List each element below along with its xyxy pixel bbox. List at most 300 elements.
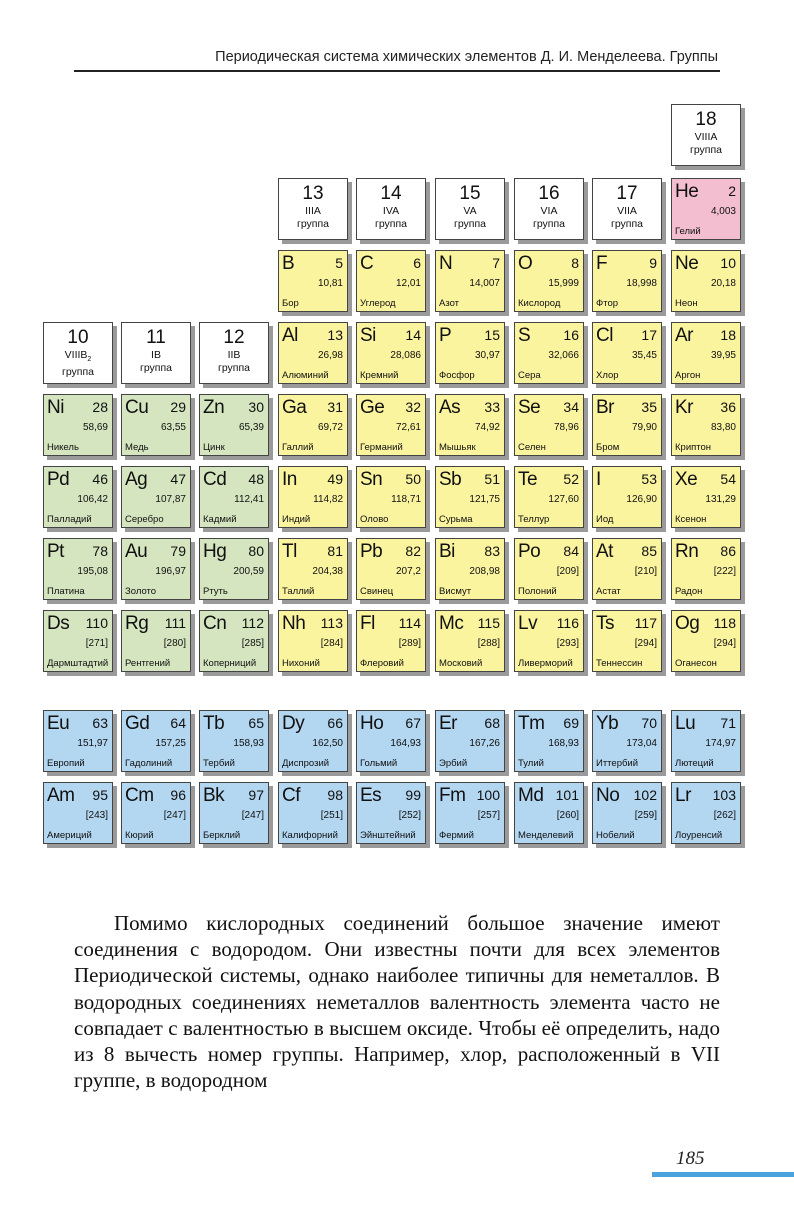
group-word: группа [689, 144, 722, 156]
group-number: 13 [302, 183, 324, 204]
element-name: Азот [439, 298, 460, 309]
element-symbol: Xe [675, 469, 698, 490]
atomic-mass: 26,98 [317, 350, 343, 361]
element-symbol: Sb [439, 469, 462, 490]
element-cell-ho [356, 710, 426, 772]
element-cell-bi [435, 538, 505, 600]
element-cell-sn [356, 466, 426, 528]
element-cell-lv [514, 610, 584, 672]
element-cell-lu [671, 710, 741, 772]
element-name: Полоний [518, 586, 557, 597]
element-name: Теллур [518, 514, 550, 525]
header-title: Периодическая система химических элементов Д. И. Менделеева. Группы [215, 49, 718, 65]
atomic-mass: 72,61 [395, 422, 421, 433]
atomic-number: 103 [712, 787, 736, 803]
element-cell-cm [121, 782, 191, 844]
group-word: группа [296, 218, 329, 230]
element-cell-ar [671, 322, 741, 384]
element-cell-si [356, 322, 426, 384]
element-name: Берклий [203, 830, 241, 841]
element-name: Селен [518, 442, 546, 453]
element-symbol: Yb [596, 713, 619, 734]
element-symbol: Ga [282, 397, 307, 418]
atomic-mass: 151,97 [77, 738, 108, 749]
atomic-mass: [243] [85, 810, 108, 821]
element-cell-au [121, 538, 191, 600]
element-cell-og [671, 610, 741, 672]
group-word: группа [61, 366, 94, 379]
atomic-mass: [285] [241, 638, 264, 649]
element-symbol: Rg [125, 613, 149, 634]
element-cell-p [435, 322, 505, 384]
group-roman-text: IIIA [305, 205, 321, 217]
group-roman-text: VIIIB [64, 349, 88, 361]
atomic-number: 65 [248, 715, 264, 731]
atomic-mass: [288] [477, 638, 500, 649]
group-roman [200, 349, 268, 362]
atomic-number: 48 [248, 471, 264, 487]
atomic-mass: 158,93 [233, 738, 264, 749]
atomic-mass: 78,96 [553, 422, 579, 433]
element-cell-es [356, 782, 426, 844]
group-number: 17 [616, 183, 638, 204]
group-header-16 [514, 178, 584, 240]
element-symbol: Po [518, 541, 541, 562]
element-symbol: Eu [47, 713, 70, 734]
element-symbol: Cu [125, 397, 149, 418]
atomic-number: 69 [563, 715, 579, 731]
group-roman-text: VIA [540, 205, 558, 217]
element-name: Астат [596, 586, 621, 597]
atomic-mass: 30,97 [474, 350, 500, 361]
group-header-11 [121, 322, 191, 384]
element-name: Таллий [282, 586, 315, 597]
element-cell-er [435, 710, 505, 772]
element-cell-sb [435, 466, 505, 528]
atomic-mass: [222] [713, 566, 736, 577]
element-symbol: N [439, 253, 453, 274]
element-name: Платина [47, 586, 85, 597]
element-name: Неон [675, 298, 698, 309]
atomic-number: 101 [555, 787, 579, 803]
element-symbol: Fl [360, 613, 375, 634]
element-cell-tm [514, 710, 584, 772]
group-roman [593, 205, 661, 218]
element-name: Гольмий [360, 758, 398, 769]
atomic-number: 8 [571, 255, 579, 271]
atomic-mass: 131,29 [705, 494, 736, 505]
element-name: Алюминий [282, 370, 329, 381]
element-symbol: Lr [675, 785, 691, 806]
element-cell-rn [671, 538, 741, 600]
element-cell-cu [121, 394, 191, 456]
atomic-mass: 35,45 [631, 350, 657, 361]
group-word: группа [532, 218, 565, 230]
element-symbol: Bk [203, 785, 225, 806]
element-name: Кремний [360, 370, 399, 381]
group-roman [515, 205, 583, 218]
element-symbol: Hg [203, 541, 227, 562]
element-name: Аргон [675, 370, 701, 381]
atomic-mass: 65,39 [238, 422, 264, 433]
atomic-number: 78 [92, 543, 108, 559]
atomic-mass: [247] [163, 810, 186, 821]
atomic-mass: 74,92 [474, 422, 500, 433]
atomic-number: 117 [634, 615, 657, 631]
element-symbol: Er [439, 713, 457, 734]
atomic-number: 118 [713, 615, 736, 631]
atomic-number: 102 [633, 787, 657, 803]
element-name: Кадмий [203, 514, 237, 525]
element-name: Индий [282, 514, 311, 525]
element-symbol: No [596, 785, 620, 806]
page-number: 185 [676, 1148, 705, 1169]
element-symbol: B [282, 253, 295, 274]
element-symbol: Bi [439, 541, 455, 562]
element-symbol: Se [518, 397, 541, 418]
element-name: Нобелий [596, 830, 635, 841]
group-roman-text: VA [463, 205, 477, 217]
atomic-mass: [209] [556, 566, 579, 577]
atomic-mass: 126,90 [626, 494, 657, 505]
atomic-mass: 162,50 [312, 738, 343, 749]
element-symbol: S [518, 325, 531, 346]
element-name: Галлий [282, 442, 314, 453]
element-name: Бор [282, 298, 299, 309]
element-cell-ds [43, 610, 113, 672]
atomic-number: 10 [720, 255, 736, 271]
element-symbol: Cn [203, 613, 227, 634]
atomic-number: 83 [484, 543, 500, 559]
element-cell-c [356, 250, 426, 312]
atomic-number: 79 [170, 543, 186, 559]
atomic-number: 13 [327, 327, 343, 343]
element-cell-nh [278, 610, 348, 672]
element-name: Рентгений [125, 658, 171, 669]
group-header-14 [356, 178, 426, 240]
element-symbol: In [282, 469, 297, 490]
atomic-number: 51 [484, 471, 500, 487]
element-cell-am [43, 782, 113, 844]
group-roman-text: VIIA [617, 205, 637, 217]
group-number: 10 [67, 327, 89, 348]
element-cell-ga [278, 394, 348, 456]
element-cell-he [671, 178, 741, 240]
element-name: Сурьма [439, 514, 473, 525]
atomic-mass: 39,95 [710, 350, 736, 361]
atomic-number: 111 [164, 615, 186, 631]
atomic-mass: 196,97 [155, 566, 186, 577]
atomic-mass: 79,90 [631, 422, 657, 433]
atomic-number: 54 [720, 471, 736, 487]
atomic-mass: 32,066 [548, 350, 579, 361]
atomic-number: 115 [477, 615, 500, 631]
group-roman [44, 349, 112, 366]
atomic-number: 16 [563, 327, 579, 343]
element-cell-ag [121, 466, 191, 528]
element-cell-no [592, 782, 662, 844]
group-header-15 [435, 178, 505, 240]
element-symbol: Zn [203, 397, 225, 418]
element-cell-po [514, 538, 584, 600]
element-cell-in [278, 466, 348, 528]
atomic-number: 32 [405, 399, 421, 415]
element-symbol: At [596, 541, 613, 562]
atomic-number: 113 [320, 615, 343, 631]
element-cell-fm [435, 782, 505, 844]
element-symbol: Cl [596, 325, 613, 346]
element-symbol: C [360, 253, 374, 274]
atomic-number: 18 [720, 327, 736, 343]
element-cell-ge [356, 394, 426, 456]
atomic-mass: [271] [85, 638, 108, 649]
element-symbol: As [439, 397, 461, 418]
element-cell-ne [671, 250, 741, 312]
atomic-number: 2 [728, 183, 736, 199]
element-cell-cn [199, 610, 269, 672]
element-name: Серебро [125, 514, 164, 525]
group-number: 14 [380, 183, 402, 204]
element-cell-fl [356, 610, 426, 672]
atomic-number: 86 [720, 543, 736, 559]
atomic-number: 100 [476, 787, 500, 803]
atomic-mass: 168,93 [548, 738, 579, 749]
atomic-number: 71 [720, 715, 736, 731]
atomic-number: 31 [327, 399, 343, 415]
group-header-13 [278, 178, 348, 240]
paragraph-text: Помимо кислородных соединений большое значение имеют соединения с водородом. Они известны почти для всех элементов Периодической системы, однако наиболее типичны для неметаллов. В водородных соединениях неметаллов валентность элемента часто не совпадает с валентностью в высшем оксиде. Чтобы её определить, надо из 8 вычесть номер группы. Например, хлор, расположенный в VII группе, в водородном [74, 911, 720, 1093]
element-name: Эрбий [439, 758, 468, 769]
element-symbol: Tb [203, 713, 225, 734]
atomic-mass: [280] [163, 638, 186, 649]
group-word: группа [217, 362, 250, 374]
atomic-number: 64 [170, 715, 186, 731]
atomic-number: 7 [492, 255, 500, 271]
atomic-mass: 114,82 [313, 494, 343, 505]
element-symbol: Ni [47, 397, 64, 418]
element-symbol: Te [518, 469, 538, 490]
atomic-mass: 63,55 [160, 422, 186, 433]
atomic-mass: 195,08 [77, 566, 108, 577]
atomic-mass: 106,42 [77, 494, 108, 505]
element-symbol: Pb [360, 541, 383, 562]
element-symbol: Br [596, 397, 614, 418]
element-name: Фосфор [439, 370, 475, 381]
element-symbol: Sn [360, 469, 383, 490]
body-paragraph [74, 910, 720, 1093]
element-cell-bk [199, 782, 269, 844]
atomic-mass: 121,75 [469, 494, 500, 505]
group-header-10 [43, 322, 113, 384]
atomic-number: 114 [398, 615, 421, 631]
atomic-number: 85 [641, 543, 657, 559]
element-name: Цинк [203, 442, 225, 453]
group-roman-text: IVA [382, 205, 400, 217]
atomic-mass: 83,80 [710, 422, 736, 433]
element-cell-hg [199, 538, 269, 600]
atomic-number: 5 [335, 255, 343, 271]
group-header-17 [592, 178, 662, 240]
element-name: Никель [47, 442, 79, 453]
element-cell-tl [278, 538, 348, 600]
atomic-number: 97 [248, 787, 264, 803]
group-number: 16 [538, 183, 560, 204]
element-symbol: Ge [360, 397, 385, 418]
element-symbol: Es [360, 785, 382, 806]
element-cell-md [514, 782, 584, 844]
atomic-mass: 10,81 [317, 278, 343, 289]
atomic-mass: 4,003 [710, 206, 736, 217]
element-name: Иттербий [596, 758, 639, 769]
atomic-mass: [294] [634, 638, 657, 649]
atomic-mass: 167,26 [469, 738, 500, 749]
atomic-number: 50 [405, 471, 421, 487]
element-cell-f [592, 250, 662, 312]
element-name: Ливерморий [518, 658, 573, 669]
atomic-number: 17 [641, 327, 657, 343]
element-cell-kr [671, 394, 741, 456]
element-name: Лоуренсий [675, 830, 723, 841]
group-roman-text: VIIIA [694, 131, 718, 143]
atomic-number: 14 [405, 327, 421, 343]
element-name: Мышьяк [439, 442, 476, 453]
element-symbol: Am [47, 785, 75, 806]
element-name: Висмут [439, 586, 472, 597]
element-name: Фермий [439, 830, 474, 841]
element-name: Гадолиний [125, 758, 173, 769]
atomic-mass: [262] [713, 810, 736, 821]
element-cell-lr [671, 782, 741, 844]
group-roman [357, 205, 425, 218]
element-cell-o [514, 250, 584, 312]
element-symbol: Pt [47, 541, 64, 562]
element-symbol: Fm [439, 785, 466, 806]
atomic-number: 84 [563, 543, 579, 559]
atomic-number: 52 [563, 471, 579, 487]
element-cell-s [514, 322, 584, 384]
element-cell-al [278, 322, 348, 384]
element-name: Европий [47, 758, 85, 769]
group-roman-text: IIB [227, 349, 241, 361]
element-cell-cd [199, 466, 269, 528]
group-number: 11 [146, 327, 166, 348]
element-symbol: Gd [125, 713, 150, 734]
atomic-number: 95 [92, 787, 108, 803]
atomic-number: 98 [327, 787, 343, 803]
atomic-number: 53 [641, 471, 657, 487]
atomic-mass: [247] [241, 810, 264, 821]
element-name: Оганесон [675, 658, 717, 669]
element-symbol: Cm [125, 785, 154, 806]
element-name: Германий [360, 442, 403, 453]
atomic-number: 29 [170, 399, 186, 415]
element-name: Нихоний [282, 658, 320, 669]
element-name: Фтор [596, 298, 619, 309]
atomic-mass: 28,086 [390, 350, 421, 361]
element-name: Гелий [675, 226, 701, 237]
element-symbol: Au [125, 541, 148, 562]
element-cell-as [435, 394, 505, 456]
atomic-mass: [294] [713, 638, 736, 649]
group-number: 12 [223, 327, 245, 348]
atomic-mass: [284] [320, 638, 343, 649]
group-word: группа [610, 218, 643, 230]
group-number: 18 [695, 109, 717, 130]
atomic-number: 36 [720, 399, 736, 415]
element-name: Калифорний [282, 830, 338, 841]
element-cell-gd [121, 710, 191, 772]
element-symbol: F [596, 253, 608, 274]
atomic-mass: 20,18 [710, 278, 736, 289]
atomic-number: 33 [484, 399, 500, 415]
atomic-number: 35 [641, 399, 657, 415]
element-cell-dy [278, 710, 348, 772]
element-symbol: Cd [203, 469, 227, 490]
element-symbol: Al [282, 325, 298, 346]
element-symbol: Ho [360, 713, 384, 734]
element-cell-ts [592, 610, 662, 672]
atomic-mass: 18,998 [626, 278, 657, 289]
atomic-mass: [260] [556, 810, 579, 821]
atomic-mass: 157,25 [155, 738, 186, 749]
element-cell-cl [592, 322, 662, 384]
group-roman [436, 205, 504, 218]
element-symbol: Cf [282, 785, 300, 806]
element-cell-eu [43, 710, 113, 772]
atomic-number: 46 [92, 471, 108, 487]
element-symbol: Nh [282, 613, 306, 634]
atomic-mass: [251] [320, 810, 343, 821]
atomic-mass: [252] [398, 810, 421, 821]
atomic-mass: 204,38 [312, 566, 343, 577]
element-symbol: I [596, 469, 601, 490]
atomic-mass: 112,41 [234, 494, 264, 505]
group-header-18 [671, 104, 741, 166]
element-name: Криптон [675, 442, 712, 453]
atomic-mass: 107,87 [155, 494, 186, 505]
group-number: 15 [459, 183, 481, 204]
element-name: Диспрозий [282, 758, 330, 769]
element-name: Сера [518, 370, 541, 381]
element-cell-zn [199, 394, 269, 456]
atomic-mass: [259] [634, 810, 657, 821]
element-cell-i [592, 466, 662, 528]
element-name: Теннессин [596, 658, 643, 669]
element-name: Кислород [518, 298, 561, 309]
element-name: Углерод [360, 298, 396, 309]
atomic-number: 99 [405, 787, 421, 803]
element-symbol: O [518, 253, 533, 274]
element-cell-te [514, 466, 584, 528]
atomic-number: 30 [248, 399, 264, 415]
atomic-mass: 173,04 [626, 738, 657, 749]
atomic-number: 34 [563, 399, 579, 415]
atomic-mass: [289] [398, 638, 421, 649]
atomic-number: 49 [327, 471, 343, 487]
element-cell-b [278, 250, 348, 312]
element-symbol: Ds [47, 613, 70, 634]
element-symbol: P [439, 325, 452, 346]
element-symbol: Dy [282, 713, 305, 734]
atomic-number: 80 [248, 543, 264, 559]
group-word: группа [453, 218, 486, 230]
element-name: Флеровий [360, 658, 404, 669]
element-name: Медь [125, 442, 149, 453]
atomic-mass: 69,72 [317, 422, 343, 433]
element-name: Тербий [203, 758, 235, 769]
atomic-mass: 127,60 [548, 494, 579, 505]
element-name: Золото [125, 586, 157, 597]
